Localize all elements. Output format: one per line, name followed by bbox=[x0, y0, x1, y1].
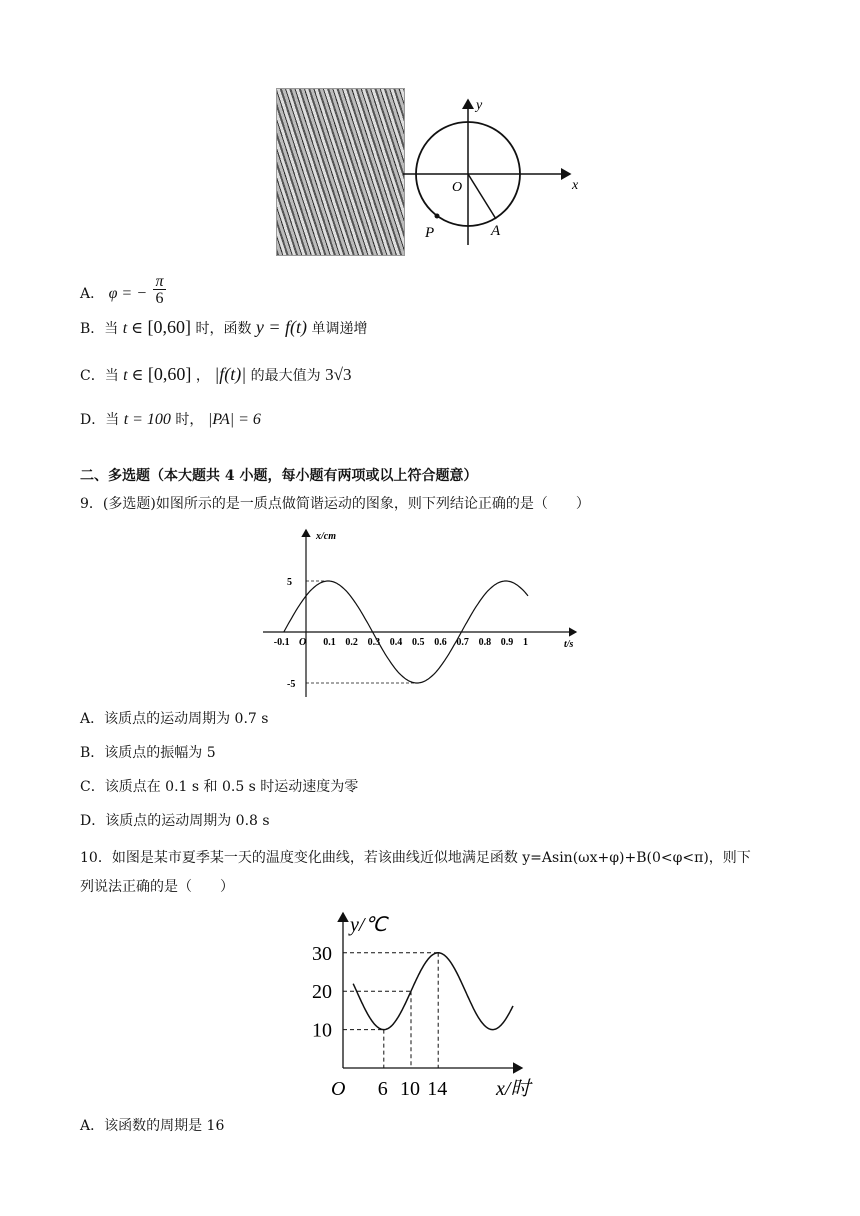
interval: [0,60] bbox=[147, 364, 192, 384]
fraction bbox=[153, 274, 165, 307]
fraction-den: 6 bbox=[155, 290, 164, 307]
interval: [0,60] bbox=[147, 317, 191, 337]
option-prefix: D．当 bbox=[80, 412, 120, 428]
option-prefix: B．当 bbox=[80, 321, 119, 337]
waterwheel-photo bbox=[276, 88, 405, 256]
option-tail: 单调递增 bbox=[311, 321, 368, 337]
point-P bbox=[435, 214, 440, 219]
abs-expr: |f(t)| bbox=[214, 364, 247, 384]
q10-chart bbox=[300, 905, 560, 1100]
max-value: 3√3 bbox=[325, 365, 352, 384]
label-x: x bbox=[572, 178, 579, 193]
q9-x-tick-label: -0.1 bbox=[273, 637, 290, 648]
circle-diagram bbox=[400, 95, 590, 255]
comma: ， bbox=[195, 368, 210, 384]
q10-ylabel: y/℃ bbox=[350, 914, 387, 936]
q8-option-b bbox=[80, 317, 368, 339]
label-A: A bbox=[491, 223, 501, 239]
option-mid: 时，函数 bbox=[195, 321, 252, 337]
q10-x-tick-label: 6 bbox=[377, 1078, 388, 1100]
option-prefix: A． bbox=[80, 286, 105, 302]
q9-x-tick-label: 0.5 bbox=[412, 637, 425, 648]
phi-lhs: φ = − bbox=[108, 285, 148, 302]
t-in: t ∈ bbox=[122, 320, 144, 337]
q9-x-tick-label: 0.4 bbox=[389, 637, 403, 648]
q9-y-tick-label: 5 bbox=[287, 577, 292, 588]
q10-stem-line1: 10．如图是某市夏季某一天的温度变化曲线，若该曲线近似地满足函数 y=Asin(ωx+φ)+B(0<φ<π)，则下 bbox=[80, 850, 751, 866]
q9-option-b: B．该质点的振幅为 5 bbox=[80, 745, 216, 761]
q10-origin: O bbox=[331, 1078, 346, 1100]
q8-option-c bbox=[80, 364, 351, 386]
q9-stem: 9．(多选题)如图所示的是一质点做简谐运动的图象，则下列结论正确的是（ ） bbox=[80, 496, 590, 512]
section-title: 二、多选题（本大题共 4 小题，每小题有两项或以上符合题意） bbox=[80, 468, 478, 484]
label-y: y bbox=[476, 98, 483, 113]
q9-xlabel: t/s bbox=[564, 639, 574, 650]
q9-option-d: D．该质点的运动周期为 0.8 s bbox=[80, 813, 270, 829]
q10-stem-line2: 列说法正确的是（ ） bbox=[80, 879, 234, 895]
q9-x-tick-label: 0.7 bbox=[456, 637, 469, 648]
q9-x-tick-label: 0.3 bbox=[367, 637, 381, 648]
q10-y-tick-label: 10 bbox=[312, 1019, 332, 1042]
q9-option-c: C．该质点在 0.1 s 和 0.5 s 时运动速度为零 bbox=[80, 779, 359, 795]
q10-x-tick-label: 14 bbox=[427, 1078, 448, 1100]
q9-x-tick-label: 1 bbox=[523, 637, 528, 648]
q8-option-a bbox=[80, 274, 166, 308]
q9-ylabel: x/cm bbox=[316, 531, 336, 542]
q10-y-tick-label: 20 bbox=[312, 981, 332, 1004]
option-prefix: C．当 bbox=[80, 368, 119, 384]
q10-option-a: A．该函数的周期是 16 bbox=[80, 1118, 225, 1134]
pa-expr: |PA| = 6 bbox=[207, 411, 261, 428]
q10-x-tick-label: 10 bbox=[400, 1078, 420, 1100]
q9-x-tick-label: 0.2 bbox=[345, 637, 358, 648]
q9-x-tick-label: 0.6 bbox=[434, 637, 447, 648]
radius-OA bbox=[468, 174, 496, 219]
func-expr: y = f(t) bbox=[255, 317, 308, 337]
t-eq: t = 100 bbox=[123, 411, 171, 428]
q9-chart bbox=[258, 525, 583, 700]
option-mid: 的最大值为 bbox=[250, 368, 321, 384]
q9-x-tick-label: 0.1 bbox=[323, 637, 336, 648]
t-in: t ∈ bbox=[123, 367, 144, 384]
label-P: P bbox=[425, 225, 435, 241]
fraction-num: π bbox=[155, 273, 164, 290]
option-mid: 时， bbox=[175, 412, 204, 428]
q8-option-d bbox=[80, 410, 261, 430]
q10-curve bbox=[353, 953, 513, 1030]
q9-y-tick-label: -5 bbox=[287, 679, 296, 690]
q9-x-tick-label: 0.9 bbox=[500, 637, 514, 648]
q9-option-a: A．该质点的运动周期为 0.7 s bbox=[80, 711, 269, 727]
q9-x-tick-label: O bbox=[299, 637, 307, 648]
label-O: O bbox=[452, 180, 463, 195]
q10-xlabel: x/时 bbox=[496, 1078, 531, 1100]
q10-y-tick-label: 30 bbox=[312, 942, 332, 965]
q9-x-tick-label: 0.8 bbox=[478, 637, 492, 648]
